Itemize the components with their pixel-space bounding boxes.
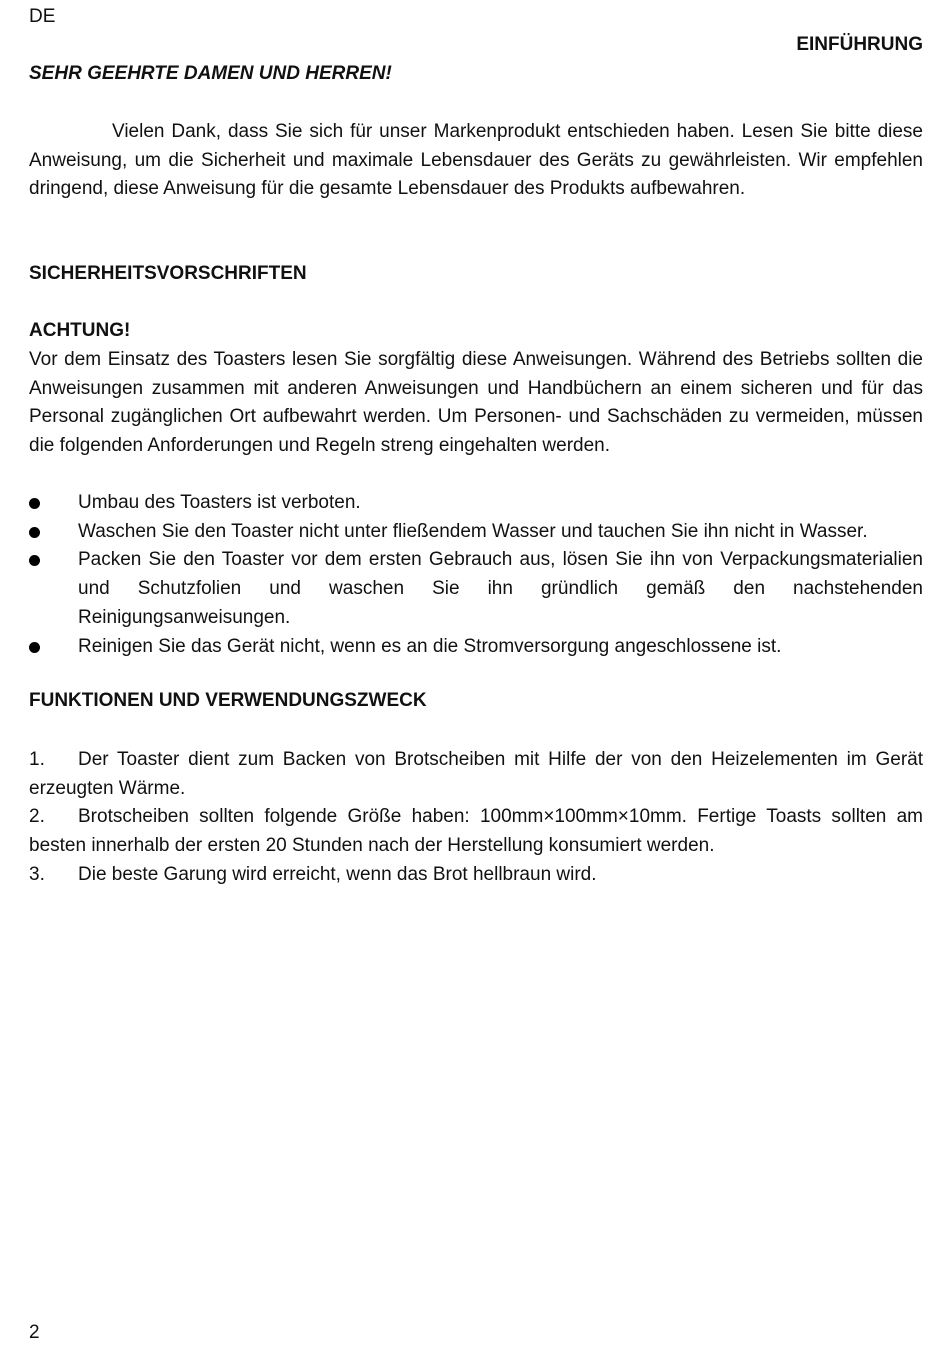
bullet-icon (29, 498, 40, 509)
functions-heading: FUNKTIONEN UND VERWENDUNGSZWECK (29, 690, 427, 711)
list-item (29, 489, 923, 518)
bullet-text: Waschen Sie den Toaster nicht unter fließendem Wasser und tauchen Sie ihn nicht in Wasser. (78, 520, 868, 542)
item-text: Brotscheiben sollten folgende Größe haben: 100mm×100mm×10mm. Fertige Toasts sollten am besten innerhalb der ersten 20 Stunden nach der Herstellung konsumiert werden. (29, 806, 923, 857)
section-title: EINFÜHRUNG (796, 34, 923, 55)
salutation: SEHR GEEHRTE DAMEN UND HERREN! (29, 63, 392, 84)
bullet-icon (29, 555, 40, 566)
item-text: Der Toaster dient zum Backen von Brotscheiben mit Hilfe der von den Heizelementen im Gerät erzeugten Wärme. (29, 749, 923, 799)
bullet-text: Reinigen Sie das Gerät nicht, wenn es an die Stromversorgung angeschlossene ist. (78, 635, 782, 657)
list-item (29, 803, 923, 860)
item-number: 2. (29, 806, 45, 828)
list-item (29, 633, 923, 662)
list-item (29, 746, 923, 803)
warning-paragraph: Vor dem Einsatz des Toasters lesen Sie sorgfältig diese Anweisungen. Während des Betriebs sollten die Anweisungen zusammen mit anderen Anweisungen und Handbüchern an einem sicheren und für das Personal zugänglichen Ort aufbewahrt werden. Um Personen- und Sachschäden zu vermeiden, müssen die folgenden Anforderungen und Regeln streng eingehalten werden. (29, 349, 923, 457)
bullet-text: Packen Sie den Toaster vor dem ersten Gebrauch aus, lösen Sie ihn von Verpackungsmaterialien und Schutzfolien und waschen Sie ihn gründlich gemäß den nachstehenden Reinigungsanweisungen. (78, 549, 923, 628)
safety-heading: SICHERHEITSVORSCHRIFTEN (29, 263, 307, 284)
item-number: 3. (29, 863, 45, 885)
bullet-icon (29, 527, 40, 538)
page-number: 2 (29, 1322, 40, 1343)
list-item (29, 546, 923, 632)
list-item (29, 518, 923, 547)
intro-paragraph: Vielen Dank, dass Sie sich für unser Markenprodukt entschieden haben. Lesen Sie bitte diese Anweisung, um die Sicherheit und maximale Lebensdauer des Geräts zu gewährleisten. Wir empfehlen dringend, diese Anweisung für die gesamte Lebensdauer des Produkts aufbewahren. (29, 121, 923, 200)
safety-bullet-list (29, 489, 923, 661)
functions-numbered-list (29, 746, 923, 890)
list-item (29, 861, 923, 890)
bullet-icon (29, 642, 40, 653)
bullet-text: Umbau des Toasters ist verboten. (78, 492, 361, 513)
item-text: Die beste Garung wird erreicht, wenn das Brot hellbraun wird. (78, 863, 597, 885)
language-code: DE (29, 6, 56, 27)
item-number: 1. (29, 749, 45, 770)
warning-label: ACHTUNG! (29, 320, 131, 341)
